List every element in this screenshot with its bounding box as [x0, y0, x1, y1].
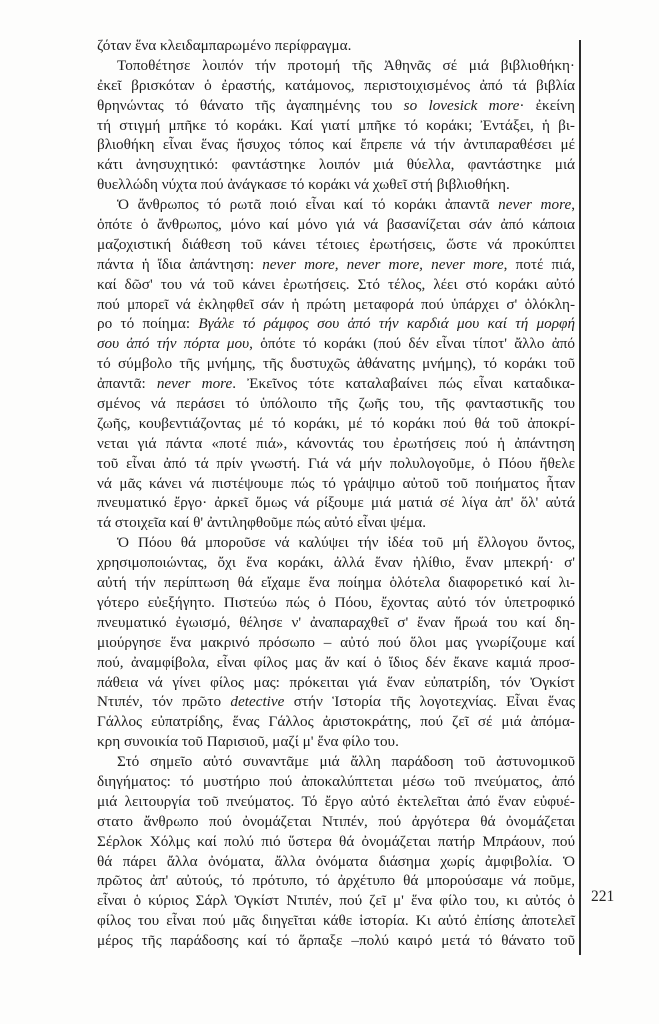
text-segment: τοῦ εἶναι ἀπό τά πρίν γνωστή. Γιά νά μήν πολυλογοῦμε, ὁ Πόου ἤθελε	[97, 454, 575, 472]
text-segment: ζωῆς, κουβεντιάζοντας μέ τό κοράκι, μέ τό κοράκι πού θά τοῦ ἀποκρί-	[97, 414, 575, 432]
text-line	[97, 653, 575, 673]
text-segment: φίλος του εἶναι πού μᾶς διηγεῖται κάθε ἱστορία. Κι αὐτό ἐπίσης ἀποτελεῖ	[97, 912, 575, 930]
text-segment: κρη συνοικία τοῦ Παρισιοῦ, μαζί μ' ἕνα φίλο του.	[97, 733, 399, 751]
text-segment: διηγήματος: τό μυστήριο πού ἀποκαλύπτεται μέσω τοῦ πνεύματος, ἀπό	[97, 772, 575, 790]
text-segment: ,	[571, 196, 575, 214]
page-number: 221	[591, 888, 615, 905]
text-line	[97, 832, 575, 852]
text-segment: . Ἐκεῖνος τότε καταλαβαίνει πώς εἶναι καταδικα-	[232, 375, 575, 393]
text-line	[97, 56, 575, 76]
italic-text: never more	[498, 196, 572, 214]
text-segment: χρησιμοποιώντας, ὄχι ἕνα κοράκι, ἀλλά ἕναν ἠλίθιο, ἕναν μπεκρή· σ'	[97, 554, 575, 572]
text-line	[97, 454, 575, 474]
text-line	[97, 553, 575, 573]
text-segment: πού μπορεῖ νά ἐκληφθεῖ σάν ἡ πρώτη μεταφορά πού ὑπάρχει σ' ὁλόκλη-	[97, 295, 575, 313]
text-segment: Στό σημεῖο αὐτό συναντᾶμε μιά ἄλλη παράδοση τοῦ ἀστυνομικοῦ	[117, 753, 575, 771]
italic-text: so lovesick more	[403, 96, 520, 114]
text-line	[97, 255, 575, 275]
text-segment: καί δῶσ' του νά τοῦ κάνει ἐρωτήσεις. Στό τέλος, λέει στό κοράκι αὐτό	[97, 275, 575, 293]
text-segment: πρῶτος ἀπ' αὐτούς, τό πρότυπο, τό ἀρχέτυπο θά μπορούσαμε νά ποῦμε,	[97, 872, 575, 890]
text-segment: μέρος τῆς παράδοσης καί τό ἅρπαξε –πολύ καιρό μετά τό θάνατο τοῦ	[97, 932, 575, 950]
text-line	[97, 673, 575, 693]
margin-rule	[579, 40, 581, 955]
text-line	[97, 334, 575, 354]
text-line	[97, 394, 575, 414]
text-segment: τή στιγμή μπῆκε τό κοράκι. Καί γιατί μπῆκε τό κοράκι; Ἐντάξει, ἡ βι-	[97, 116, 575, 134]
text-segment: πάθεια νά γίνει φίλος μας: πρόκειται γιά ἕναν εὐπατρίδη, τόν Ὀγκίστ	[97, 673, 575, 691]
text-line	[97, 36, 575, 56]
text-segment: μαζοχιστική διάθεση τοῦ κάνει τέτοιες ἐρωτήσεις, ὥστε νά προκύπτει	[97, 235, 575, 253]
text-segment: κάτι ἀνησυχητικό: φαντάστηκε λοιπόν μιά θύελλα, φαντάστηκε μιά	[97, 156, 575, 174]
text-segment: πνευματικό ἐγωισμό, θέλησε ν' ἀναπαραχθεῖ σ' ἕναν ἥρωά του καί δη-	[97, 613, 575, 631]
text-line	[97, 235, 575, 255]
text-line	[97, 434, 575, 454]
page-body-text	[97, 36, 575, 951]
text-segment: Γάλλος εὐπατρίδης, ἕνας Γάλλος ἀριστοκράτης, πού ζεῖ σέ μιά ἀπόμα-	[97, 713, 575, 731]
text-line	[97, 195, 575, 215]
text-segment: στήν Ἱστορία τῆς λογοτεχνίας. Εἶναι ἕνας	[284, 693, 575, 711]
text-line	[97, 792, 575, 812]
text-line	[97, 474, 575, 494]
text-line	[97, 593, 575, 613]
italic-text: never more, never more, never more	[262, 255, 504, 273]
text-line	[97, 891, 575, 911]
text-line	[97, 633, 575, 653]
text-line	[97, 76, 575, 96]
text-segment: βλιοθήκη εἶναι ἕνας ἥσυχος τόπος καί ἔπρεπε νά τήν ἀντιπαραθέσει μέ	[97, 136, 575, 154]
text-line	[97, 812, 575, 832]
text-segment: ρο τό ποίημα:	[97, 315, 199, 333]
text-segment: ὁπότε ὁ ἄνθρωπος, μόνο καί μόνο γιά νά βασανίζεται σάν ἀπό κάποια	[97, 216, 575, 234]
text-line	[97, 175, 575, 195]
text-line	[97, 155, 575, 175]
text-segment: πνευματικό ἔργο· ἀρκεῖ ὅμως νά ρίξουμε μιά ματιά σέ λίγα ἀπ' ὅλ' αὐτά	[97, 494, 575, 512]
text-segment: γότερο εὐεξήγητο. Πιστεύω πώς ὁ Πόου, ἔχοντας αὐτό τόν ὑπετροφικό	[97, 593, 575, 611]
text-segment: εἶναι ὁ κύριος Σάρλ Ὀγκίστ Ντιπέν, πού ζεῖ μ' ἕνα φίλο του, κι αὐτός ὁ	[97, 892, 575, 910]
text-line	[97, 135, 575, 155]
italic-text: detective	[230, 693, 285, 711]
text-line	[97, 752, 575, 772]
text-line	[97, 314, 575, 334]
text-segment: τά στοιχεῖα καί θ' ἀντιληφθοῦμε πώς αὐτό εἶναι ψέμα.	[97, 514, 427, 532]
text-line	[97, 414, 575, 434]
text-line	[97, 692, 575, 712]
text-segment: ζόταν ἕνα κλειδαμπαρωμένο περίφραγμα.	[97, 37, 352, 54]
text-line	[97, 275, 575, 295]
text-segment: μιά λειτουργία τοῦ πνεύματος. Τό ἔργο αὐτό ἐκτελεῖται ἀπό ἕναν εὐφυέ-	[97, 792, 575, 810]
text-segment: πού, ἀναμφίβολα, εἶναι φίλος μας ἄν καί ὁ ἴδιος δέν ἔκανε καμιά προσ-	[97, 653, 575, 671]
text-segment: νεται γιά πάντα «ποτέ πιά», κάνοντάς του ἐρωτήσεις πού ἡ ἀπάντηση	[97, 434, 575, 452]
italic-text: σου ἀπό τήν πόρτα μου	[97, 335, 250, 353]
text-segment: πάντα ἡ ἴδια ἀπάντηση:	[97, 255, 263, 273]
text-line	[97, 513, 575, 533]
text-segment: θά πάρει ἄλλα ὀνόματα, ἄλλα ὀνόματα διάσημα χωρίς ἀμφιβολία. Ὁ	[97, 852, 575, 870]
text-segment: μιούργησε ἕνα μακρινό πρόσωπο – αὐτό πού ὅλοι μας γνωρίζουμε καί	[97, 633, 575, 651]
text-line	[97, 852, 575, 872]
text-line	[97, 712, 575, 732]
text-segment: Ὁ Πόου θά μποροῦσε νά καλύψει τήν ἰδέα τοῦ μή ἔλλογου ὄντος,	[117, 534, 575, 552]
text-segment: θυελλώδη νύχτα πού ἀνάγκασε τό κοράκι νά χωθεῖ στή βιβλιοθήκη.	[97, 176, 510, 194]
text-line	[97, 374, 575, 394]
text-segment: ἐκεῖ βρισκόταν ὁ ἐραστής, κατάμονος, περιστοιχισμένος ἀπό τά βιβλία	[97, 76, 575, 94]
text-segment: , ὁπότε τό κοράκι (πού δέν εἶναι τίποτ' ἄλλο ἀπό	[249, 335, 575, 353]
text-line	[97, 871, 575, 891]
text-segment: νά μᾶς κάνει νά πιστέψουμε πώς τό γράψιμο αὐτοῦ τοῦ ποιήματος ἦταν	[97, 474, 575, 492]
text-segment: σμένος νά περάσει τό ὑπόλοιπο τῆς ζωῆς του, τῆς φανταστικῆς του	[97, 395, 575, 413]
text-line	[97, 493, 575, 513]
text-line	[97, 96, 575, 116]
text-segment: ἀπαντᾶ:	[97, 375, 157, 393]
text-segment: στατο ἄνθρωπο πού ὀνομάζεται Ντιπέν, πού ἀργότερα θά ὀνομάζεται	[97, 812, 575, 830]
text-segment: θρηνώντας τό θάνατο τῆς ἀγαπημένης του	[97, 96, 404, 114]
italic-text: never more	[156, 375, 233, 393]
text-line	[97, 772, 575, 792]
italic-text: Βγάλε τό ράμφος σου ἀπό τήν καρδιά μου καί τή μορφή	[198, 315, 575, 333]
text-segment: Ὁ ἄνθρωπος τό ρωτᾶ ποιό εἶναι καί τό κοράκι ἀπαντᾶ	[117, 196, 499, 214]
text-segment: Σέρλοκ Χόλμς καί πολύ πιό ὕστερα θά ὀνομάζεται πατήρ Μπράουν, πού	[97, 832, 575, 850]
text-segment: · ἐκείνη	[519, 96, 575, 114]
text-line	[97, 911, 575, 931]
text-line	[97, 573, 575, 593]
text-segment: Τοποθέτησε λοιπόν τήν προτομή τῆς Ἀθηνᾶς σέ μιά βιβλιοθήκη·	[117, 56, 575, 74]
text-line	[97, 533, 575, 553]
text-line	[97, 613, 575, 633]
text-segment: Ντιπέν, τόν πρῶτο	[97, 693, 231, 711]
text-segment: αὐτή τήν περίπτωση θά εἴχαμε ἕνα ποίημα ὁλότελα διαφορετικό καί λι-	[97, 574, 575, 592]
text-line	[97, 295, 575, 315]
text-line	[97, 931, 575, 951]
text-line	[97, 116, 575, 136]
text-line	[97, 732, 575, 752]
text-line	[97, 354, 575, 374]
text-segment: τό σύμβολο τῆς μνήμης, τῆς δυστυχῶς ἀθάνατης μνήμης), τό κοράκι τοῦ	[97, 355, 575, 373]
text-segment: , ποτέ πιά,	[503, 255, 575, 273]
text-line	[97, 215, 575, 235]
